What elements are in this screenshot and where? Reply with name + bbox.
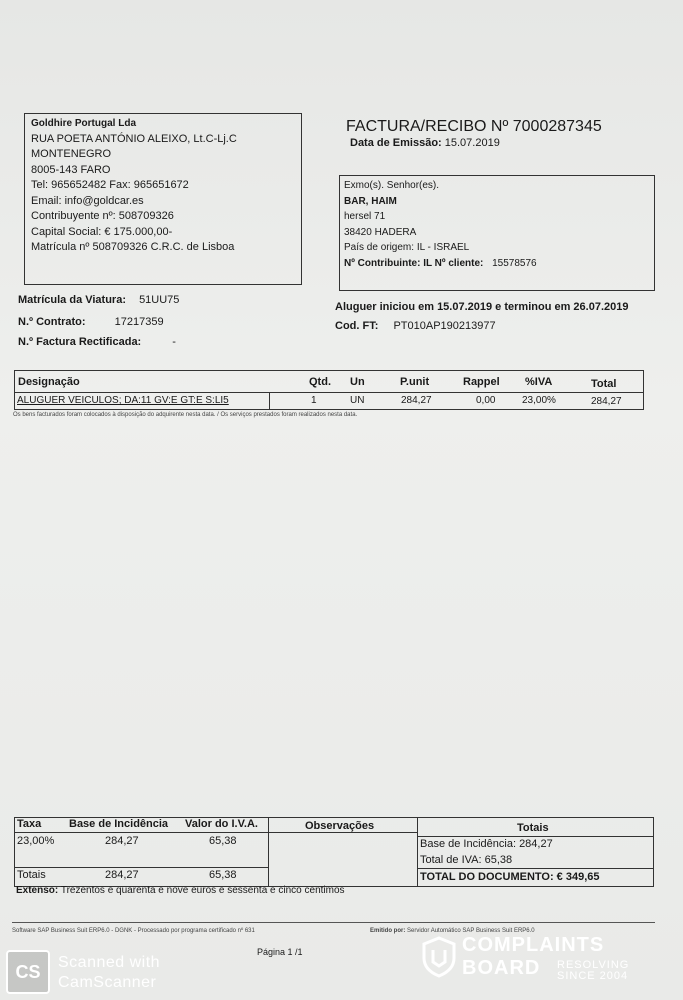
issue-date-value: 15.07.2019	[444, 137, 500, 149]
issue-date-label: Data de Emissão:	[350, 137, 442, 149]
customer-city: 38420 HADERA	[344, 226, 417, 238]
item-rappel: 0,00	[476, 395, 496, 406]
complaintsboard-tag-1: RESOLVING	[557, 959, 630, 971]
footer-software: Software SAP Business Suit ERP6.0 - DGNK - Processado por programa certificado nº 631	[12, 928, 255, 934]
supplier-address-1: RUA POETA ANTÓNIO ALEIXO, Lt.C-Lj.C	[31, 132, 237, 145]
supplier-box	[24, 113, 302, 285]
document-total: TOTAL DO DOCUMENTO: € 349,65	[420, 871, 600, 883]
vehicle-plate-row	[18, 294, 179, 306]
amount-in-words	[16, 885, 345, 896]
codft-label: Cod. FT:	[335, 320, 379, 332]
summary-base-header: Base de Incidência	[69, 818, 169, 830]
contract-number: 17217359	[114, 316, 164, 328]
invoice-issue-date	[350, 137, 500, 149]
customer-street: hersel 71	[344, 211, 386, 222]
camscanner-logo-icon: CS	[6, 950, 50, 994]
items-note: Os bens facturados foram colocados à disposição do adquirente nesta data. / Os serviços prestados foram realizados nesta data.	[13, 412, 358, 418]
col-rappel: Rappel	[463, 376, 500, 388]
rectified-row	[18, 336, 176, 348]
rental-period: Aluguer iniciou em 15.07.2019 e terminou em 26.07.2019	[335, 301, 629, 313]
summary-rate: 23,00%	[17, 835, 55, 847]
complaintsboard-shield-icon	[422, 936, 456, 983]
amount-in-words-label: Extenso:	[16, 885, 59, 896]
col-vat: %IVA	[525, 376, 553, 388]
codft-value: PT010AP190213977	[393, 320, 496, 332]
vehicle-plate-label: Matrícula da Viatura:	[18, 294, 126, 306]
item-unit-price: 284,27	[401, 395, 432, 406]
summary-vat-line: Total de IVA: 65,38	[420, 854, 513, 866]
supplier-name: Goldhire Portugal Lda	[31, 118, 137, 129]
footer-emitted-by: Servidor Automático SAP Business Suit ERP6.0	[407, 928, 535, 934]
table-row	[14, 392, 644, 410]
totals-divider-1	[268, 818, 269, 886]
totals-divider-2	[417, 818, 418, 886]
summary-totals-vat: 65,38	[209, 869, 237, 881]
totals-table	[14, 817, 654, 887]
footer-emitted-label: Emitido por:	[370, 928, 406, 934]
items-table-header	[14, 370, 644, 393]
page-number: Página 1 /1	[257, 947, 303, 957]
item-qty: 1	[311, 395, 317, 406]
codft-row	[335, 320, 496, 332]
customer-country: País de origem: IL - ISRAEL	[344, 242, 470, 253]
rectified-value: -	[172, 336, 176, 348]
camscanner-line-2: CamScanner	[58, 974, 157, 991]
summary-totals-base: 284,27	[105, 869, 139, 881]
totals-header-line-right	[417, 836, 653, 837]
customer-contrib-label: Nº Contribuinte: IL Nº cliente:	[344, 257, 484, 269]
supplier-email: Email: info@goldcar.es	[31, 194, 144, 207]
customer-name: BAR, HAIM	[344, 195, 397, 207]
item-designation: ALUGUER VEICULOS; DA:11 GV:E GT:E S:LI5	[17, 395, 229, 406]
summary-observations-header: Observações	[305, 820, 375, 832]
customer-box	[339, 175, 655, 291]
col-unit-price: P.unit	[400, 376, 430, 388]
camscanner-line-1: Scanned with	[58, 954, 161, 971]
customer-salutation: Exmo(s). Senhor(es).	[344, 180, 440, 191]
summary-base-line: Base de Incidência: 284,27	[420, 838, 553, 850]
totals-header-line	[15, 832, 417, 833]
item-divider	[269, 393, 270, 409]
supplier-phone-fax: Tel: 965652482 Fax: 965651672	[31, 179, 189, 191]
supplier-address-2: MONTENEGRO	[31, 148, 112, 160]
contract-row	[18, 316, 164, 328]
summary-totals-label: Totais	[17, 869, 46, 881]
summary-vat-value: 65,38	[209, 835, 237, 847]
amount-in-words-value: Trezentos e quarenta e nove euros e sessenta e cinco centimos	[60, 885, 345, 896]
col-qty: Qtd.	[309, 376, 331, 388]
rectified-label: N.º Factura Rectificada:	[18, 336, 142, 348]
summary-vat-header: Valor do I.V.A.	[185, 818, 258, 830]
supplier-registry: Matrícula nº 508709326 C.R.C. de Lisboa	[31, 241, 235, 253]
footer-divider	[12, 922, 655, 923]
invoice-title: FACTURA/RECIBO Nº 7000287345	[346, 118, 602, 135]
item-total: 284,27	[591, 396, 622, 407]
col-unit: Un	[350, 376, 365, 388]
item-unit: UN	[350, 395, 365, 406]
col-designation: Designação	[18, 376, 80, 388]
complaintsboard-line-1: COMPLAINTS	[462, 934, 605, 956]
supplier-postal: 8005-143 FARO	[31, 163, 111, 176]
customer-contrib	[344, 256, 537, 272]
supplier-capital: Capital Social: € 175.000,00-	[31, 225, 173, 238]
complaintsboard-line-2: BOARD	[462, 957, 541, 979]
customer-client-number: 15578576	[492, 257, 537, 269]
item-vat: 23,00%	[522, 395, 556, 406]
col-total: Total	[591, 378, 617, 390]
vehicle-plate: 51UU75	[139, 294, 180, 306]
summary-rate-header: Taxa	[17, 818, 42, 830]
totals-doc-line	[417, 868, 653, 869]
contract-label: N.º Contrato:	[18, 316, 86, 328]
summary-totals-header: Totais	[517, 822, 549, 834]
complaintsboard-tag-2: SINCE 2004	[557, 970, 629, 982]
summary-base: 284,27	[105, 835, 139, 847]
totals-sum-line	[15, 867, 268, 868]
supplier-nif: Contribuyente nº: 508709326	[31, 210, 174, 222]
